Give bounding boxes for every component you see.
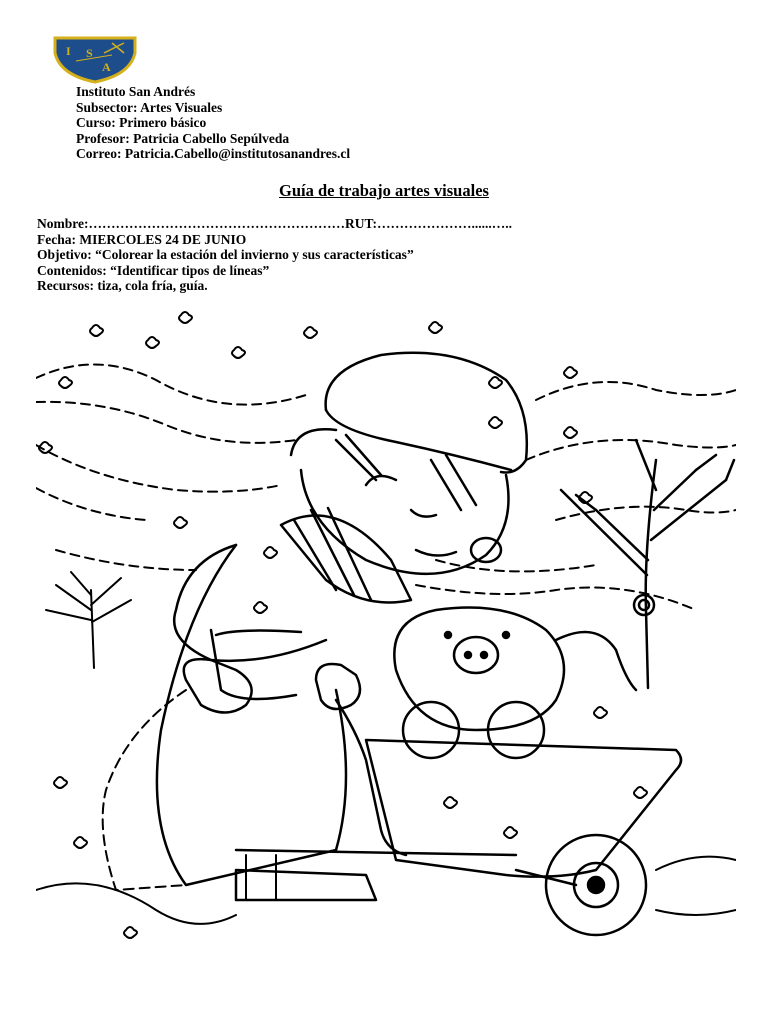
child-coat bbox=[103, 545, 346, 890]
left-tree bbox=[46, 572, 131, 668]
svg-text:I: I bbox=[66, 44, 71, 58]
dashed-hills bbox=[36, 364, 736, 610]
child-mittens bbox=[184, 659, 360, 712]
child-hat bbox=[326, 353, 527, 473]
resources-line: Recursos: tiza, cola fría, guía. bbox=[37, 278, 208, 293]
name-rut-field: Nombre:…………………………………………………RUT:…………………......….. bbox=[37, 216, 512, 231]
date-line: Fecha: MIERCOLES 24 DE JUNIO bbox=[37, 231, 247, 247]
right-tree bbox=[561, 440, 734, 688]
subsector-line: Subsector: Artes Visuales bbox=[76, 99, 223, 115]
page-title: Guía de trabajo artes visuales bbox=[279, 181, 489, 200]
contents-line: Contenidos: “Identificar tipos de líneas” bbox=[37, 262, 270, 278]
svg-text:A: A bbox=[102, 60, 111, 74]
school-logo bbox=[52, 35, 138, 85]
snowflakes bbox=[39, 312, 647, 938]
email-line: Correo: Patricia.Cabello@institutosanandres.cl bbox=[76, 146, 351, 161]
pig-toy bbox=[394, 608, 636, 759]
objective-line: Objetivo: “Colorear la estación del invierno y sus características” bbox=[37, 247, 414, 262]
course-line: Curso: Primero básico bbox=[76, 115, 207, 130]
header-block bbox=[76, 84, 350, 162]
snow-ground bbox=[36, 857, 736, 924]
svg-text:S: S bbox=[86, 46, 93, 60]
teacher-line: Profesor: Patricia Cabello Sepúlveda bbox=[76, 130, 290, 146]
institution-name: Instituto San Andrés bbox=[76, 84, 196, 99]
child-face bbox=[291, 429, 509, 574]
child-scarf bbox=[281, 508, 411, 603]
winter-coloring-illustration bbox=[36, 310, 736, 955]
worksheet-fields bbox=[37, 216, 512, 294]
